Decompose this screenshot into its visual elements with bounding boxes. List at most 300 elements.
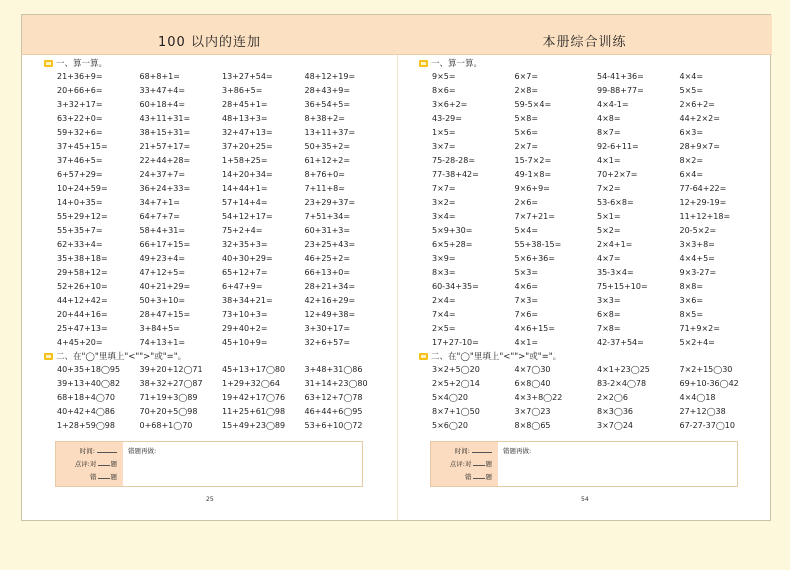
calc-row bbox=[57, 238, 387, 252]
calc-problem: 8×5= bbox=[679, 310, 704, 319]
flag-icon bbox=[419, 353, 428, 360]
left-page-number: 25 bbox=[206, 496, 214, 503]
calc-row bbox=[432, 126, 762, 140]
calc-problem: 8×2= bbox=[679, 156, 704, 165]
flag-icon bbox=[44, 60, 53, 67]
ti-label: 题 bbox=[485, 473, 492, 481]
calc-problem: 9×6+9= bbox=[514, 184, 550, 193]
compare-problem: 4×4◯18 bbox=[679, 393, 716, 402]
calc-problem: 7×7+21= bbox=[514, 212, 555, 221]
calc-problem: 34+7+1= bbox=[139, 198, 180, 207]
right-title-bar bbox=[397, 15, 772, 55]
calc-problem: 4×1= bbox=[597, 156, 621, 165]
calc-row bbox=[57, 168, 387, 182]
calc-problem: 11+12+18= bbox=[679, 212, 731, 221]
calc-problem: 3×9= bbox=[432, 254, 456, 263]
right-redo-area[interactable] bbox=[498, 442, 737, 486]
calc-problem: 75-28-28= bbox=[432, 156, 476, 165]
calc-problem: 52+26+10= bbox=[57, 282, 108, 291]
calc-row bbox=[432, 98, 762, 112]
calc-problem: 4×6+15= bbox=[514, 324, 555, 333]
left-page-title: 100 以内的连加 bbox=[158, 35, 261, 50]
calc-row bbox=[57, 196, 387, 210]
calc-row bbox=[432, 266, 762, 280]
redo-label: 错题再做: bbox=[128, 447, 157, 455]
calc-problem: 4×8= bbox=[597, 114, 621, 123]
compare-problem: 68+18+4◯70 bbox=[57, 393, 115, 402]
compare-problem: 63+12+7◯78 bbox=[304, 393, 363, 402]
calc-problem: 29+40+2= bbox=[222, 324, 268, 333]
calc-problem: 13+11+37= bbox=[304, 128, 356, 137]
compare-row bbox=[57, 391, 387, 405]
time-blank[interactable] bbox=[472, 446, 492, 453]
calc-row bbox=[432, 336, 762, 350]
calc-row bbox=[57, 308, 387, 322]
calc-problem: 33+47+4= bbox=[139, 86, 186, 95]
calc-row bbox=[432, 196, 762, 210]
compare-problem: 8×3◯36 bbox=[597, 407, 634, 416]
calc-problem: 60-34+35= bbox=[432, 282, 479, 291]
calc-problem: 24+37+7= bbox=[139, 170, 186, 179]
calc-problem: 6×3= bbox=[679, 128, 704, 137]
correct-blank[interactable] bbox=[473, 459, 485, 466]
compare-problem: 67-27-37◯10 bbox=[679, 421, 735, 430]
calc-problem: 3×3= bbox=[597, 296, 621, 305]
compare-problem: 39+13+40◯82 bbox=[57, 379, 121, 388]
calc-problem: 5×2= bbox=[597, 226, 621, 235]
calc-problem: 7×3= bbox=[514, 296, 539, 305]
flag-icon bbox=[419, 60, 428, 67]
compare-problem: 5×4◯20 bbox=[432, 393, 469, 402]
calc-row bbox=[57, 140, 387, 154]
calc-row bbox=[432, 182, 762, 196]
calc-row bbox=[57, 154, 387, 168]
correct-label: 点评:对 bbox=[449, 460, 472, 468]
calc-problem: 20+44+16= bbox=[57, 310, 108, 319]
calc-problem: 8×7= bbox=[597, 128, 621, 137]
compare-row bbox=[57, 405, 387, 419]
calc-problem: 2×5= bbox=[432, 324, 456, 333]
compare-row bbox=[57, 377, 387, 391]
compare-problem: 2×5+2◯14 bbox=[432, 379, 480, 388]
left-score-box bbox=[55, 441, 363, 487]
calc-row bbox=[432, 154, 762, 168]
wrong-row bbox=[431, 471, 498, 484]
calc-problem: 6×8= bbox=[597, 310, 621, 319]
calc-problem: 23+29+37= bbox=[304, 198, 356, 207]
calc-row bbox=[57, 322, 387, 336]
left-redo-area[interactable] bbox=[123, 442, 362, 486]
calc-problem: 14+44+1= bbox=[222, 184, 268, 193]
compare-problem: 3×7◯23 bbox=[514, 407, 551, 416]
calc-problem: 63+22+0= bbox=[57, 114, 103, 123]
calc-problem: 28+43+9= bbox=[304, 86, 351, 95]
compare-problem: 4×3+8◯22 bbox=[514, 393, 563, 402]
calc-problem: 4×4+5= bbox=[679, 254, 715, 263]
compare-row bbox=[432, 377, 762, 391]
time-row bbox=[431, 445, 498, 458]
calc-row bbox=[432, 84, 762, 98]
calc-problem: 3+32+17= bbox=[57, 100, 103, 109]
calc-problem: 53-6×8= bbox=[597, 198, 634, 207]
right-page bbox=[397, 15, 772, 520]
compare-problem: 5×6◯20 bbox=[432, 421, 469, 430]
calc-problem: 3×2= bbox=[432, 198, 456, 207]
compare-problem: 69+10-36◯42 bbox=[679, 379, 739, 388]
compare-row bbox=[57, 363, 387, 377]
calc-problem: 5×5= bbox=[679, 86, 704, 95]
calc-problem: 9×3-27= bbox=[679, 268, 717, 277]
calc-row bbox=[57, 84, 387, 98]
calc-problem: 5×6= bbox=[514, 128, 539, 137]
calc-problem: 59+32+6= bbox=[57, 128, 103, 137]
calc-problem: 42-37+54= bbox=[597, 338, 644, 347]
compare-problem: 71+19+3◯89 bbox=[139, 393, 198, 402]
calc-row bbox=[432, 210, 762, 224]
left-section-1-text: 一、算一算。 bbox=[56, 59, 108, 69]
calc-row bbox=[57, 182, 387, 196]
calc-row bbox=[432, 224, 762, 238]
calc-problem: 3+30+17= bbox=[304, 324, 351, 333]
calc-problem: 4×1= bbox=[514, 338, 539, 347]
left-section-2-heading bbox=[44, 350, 186, 362]
calc-problem: 6×4= bbox=[679, 170, 704, 179]
calc-problem: 42+16+29= bbox=[304, 296, 356, 305]
time-label: 时间: bbox=[454, 447, 470, 455]
calc-row bbox=[432, 70, 762, 84]
wrong-blank[interactable] bbox=[473, 472, 485, 479]
left-title-bar bbox=[22, 15, 397, 55]
calc-problem: 68+8+1= bbox=[139, 72, 180, 81]
left-section-2-text: 二、在"◯"里填上"<"">"或"="。 bbox=[56, 352, 187, 362]
calc-problem: 77-38+42= bbox=[432, 170, 479, 179]
calc-problem: 2×4+1= bbox=[597, 240, 633, 249]
calc-problem: 12+29-19= bbox=[679, 198, 727, 207]
compare-problem: 53+6+10◯72 bbox=[304, 421, 363, 430]
left-calc-grid bbox=[57, 70, 387, 350]
wrong-label: 错 bbox=[465, 473, 472, 481]
calc-problem: 66+13+0= bbox=[304, 268, 351, 277]
calc-row bbox=[432, 252, 762, 266]
calc-problem: 5×1= bbox=[597, 212, 621, 221]
calc-problem: 44+2×2= bbox=[679, 114, 720, 123]
calc-row bbox=[57, 70, 387, 84]
calc-problem: 7+51+34= bbox=[304, 212, 351, 221]
right-compare-grid bbox=[432, 363, 762, 433]
ti-label: 题 bbox=[110, 473, 117, 481]
calc-problem: 4×6= bbox=[514, 282, 539, 291]
calc-problem: 60+31+3= bbox=[304, 226, 351, 235]
calc-problem: 8×3= bbox=[432, 268, 456, 277]
calc-problem: 2×4= bbox=[432, 296, 456, 305]
left-score-labels bbox=[56, 442, 123, 486]
compare-row bbox=[432, 419, 762, 433]
right-score-labels bbox=[431, 442, 498, 486]
calc-problem: 29+58+12= bbox=[57, 268, 108, 277]
calc-problem: 8×6= bbox=[432, 86, 456, 95]
calc-problem: 17+27-10= bbox=[432, 338, 479, 347]
calc-problem: 6×5+28= bbox=[432, 240, 473, 249]
calc-problem: 2×7= bbox=[514, 142, 539, 151]
calc-problem: 32+35+3= bbox=[222, 240, 268, 249]
calc-problem: 45+10+9= bbox=[222, 338, 268, 347]
calc-problem: 5×3= bbox=[514, 268, 539, 277]
calc-problem: 21+57+17= bbox=[139, 142, 191, 151]
calc-problem: 55+29+12= bbox=[57, 212, 108, 221]
calc-problem: 37+46+5= bbox=[57, 156, 103, 165]
calc-problem: 48+13+3= bbox=[222, 114, 268, 123]
calc-row bbox=[432, 112, 762, 126]
compare-problem: 1+28+59◯98 bbox=[57, 421, 115, 430]
calc-problem: 8×8= bbox=[679, 282, 704, 291]
compare-problem: 3×2+5◯20 bbox=[432, 365, 480, 374]
calc-problem: 1+58+25= bbox=[222, 156, 268, 165]
calc-row bbox=[57, 126, 387, 140]
calc-problem: 99-88+77= bbox=[597, 86, 644, 95]
calc-problem: 2×6= bbox=[514, 198, 539, 207]
calc-problem: 6+47+9= bbox=[222, 282, 263, 291]
calc-problem: 23+25+43= bbox=[304, 240, 356, 249]
calc-problem: 7×6= bbox=[514, 310, 539, 319]
left-compare-grid bbox=[57, 363, 387, 433]
calc-problem: 73+10+3= bbox=[222, 310, 268, 319]
calc-problem: 50+3+10= bbox=[139, 296, 186, 305]
calc-problem: 38+15+31= bbox=[139, 128, 191, 137]
calc-row bbox=[57, 280, 387, 294]
calc-problem: 5×6+36= bbox=[514, 254, 555, 263]
compare-problem: 7×2+15◯30 bbox=[679, 365, 733, 374]
calc-problem: 28+9×7= bbox=[679, 142, 720, 151]
calc-problem: 3×6= bbox=[679, 296, 704, 305]
correct-blank[interactable] bbox=[98, 459, 110, 466]
compare-problem: 46+44+6◯95 bbox=[304, 407, 363, 416]
calc-row bbox=[57, 266, 387, 280]
calc-problem: 3×3+8= bbox=[679, 240, 715, 249]
wrong-label: 错 bbox=[90, 473, 97, 481]
calc-problem: 54-41+36= bbox=[597, 72, 644, 81]
compare-problem: 83-2×4◯78 bbox=[597, 379, 647, 388]
ti-label: 题 bbox=[110, 460, 117, 468]
calc-problem: 44+12+42= bbox=[57, 296, 108, 305]
calc-problem: 4×7= bbox=[597, 254, 621, 263]
score-row bbox=[56, 458, 123, 471]
compare-problem: 40+42+4◯86 bbox=[57, 407, 115, 416]
calc-problem: 21+36+9= bbox=[57, 72, 103, 81]
calc-problem: 36+54+5= bbox=[304, 100, 351, 109]
calc-problem: 25+47+13= bbox=[57, 324, 108, 333]
calc-problem: 75+2+4= bbox=[222, 226, 263, 235]
calc-problem: 28+21+34= bbox=[304, 282, 356, 291]
right-section-1-text: 一、算一算。 bbox=[431, 59, 483, 69]
calc-problem: 58+4+31= bbox=[139, 226, 186, 235]
calc-problem: 37+45+15= bbox=[57, 142, 108, 151]
calc-problem: 35+38+18= bbox=[57, 254, 108, 263]
left-page bbox=[22, 15, 397, 520]
calc-problem: 49+23+4= bbox=[139, 254, 186, 263]
ti-label: 题 bbox=[485, 460, 492, 468]
calc-problem: 32+47+13= bbox=[222, 128, 273, 137]
compare-problem: 4×7◯30 bbox=[514, 365, 551, 374]
calc-problem: 59-5×4= bbox=[514, 100, 552, 109]
compare-row bbox=[57, 419, 387, 433]
calc-problem: 3×4= bbox=[432, 212, 456, 221]
wrong-blank[interactable] bbox=[98, 472, 110, 479]
compare-problem: 4×1+23◯25 bbox=[597, 365, 650, 374]
compare-problem: 0+68+1◯70 bbox=[139, 421, 193, 430]
calc-row bbox=[432, 238, 762, 252]
calc-problem: 3+86+5= bbox=[222, 86, 263, 95]
calc-row bbox=[432, 308, 762, 322]
right-section-2-text: 二、在"◯"里填上"<"">"或"="。 bbox=[431, 352, 562, 362]
calc-row bbox=[57, 294, 387, 308]
right-calc-grid bbox=[432, 70, 762, 350]
calc-problem: 54+12+17= bbox=[222, 212, 273, 221]
compare-row bbox=[432, 405, 762, 419]
compare-problem: 15+49+23◯89 bbox=[222, 421, 286, 430]
calc-problem: 71+9×2= bbox=[679, 324, 720, 333]
compare-problem: 19+42+17◯76 bbox=[222, 393, 286, 402]
right-page-title: 本册综合训练 bbox=[542, 35, 627, 50]
workbook-spread bbox=[21, 14, 771, 521]
calc-problem: 20-5×2= bbox=[679, 226, 717, 235]
calc-problem: 13+27+54= bbox=[222, 72, 273, 81]
compare-problem: 40+35+18◯95 bbox=[57, 365, 121, 374]
calc-problem: 50+35+2= bbox=[304, 142, 351, 151]
right-page-number: 54 bbox=[581, 496, 589, 503]
calc-problem: 7×2= bbox=[597, 184, 621, 193]
calc-problem: 22+44+28= bbox=[139, 156, 191, 165]
compare-problem: 45+13+17◯80 bbox=[222, 365, 286, 374]
calc-problem: 35-3×4= bbox=[597, 268, 634, 277]
calc-problem: 5×2+4= bbox=[679, 338, 715, 347]
calc-problem: 37+20+25= bbox=[222, 142, 273, 151]
compare-problem: 2×2◯6 bbox=[597, 393, 628, 402]
calc-problem: 8+38+2= bbox=[304, 114, 345, 123]
calc-problem: 32+6+57= bbox=[304, 338, 351, 347]
calc-problem: 48+12+19= bbox=[304, 72, 356, 81]
calc-problem: 36+24+33= bbox=[139, 184, 191, 193]
calc-row bbox=[57, 336, 387, 350]
calc-problem: 75+15+10= bbox=[597, 282, 648, 291]
calc-problem: 3+84+5= bbox=[139, 324, 180, 333]
calc-problem: 7×8= bbox=[597, 324, 621, 333]
calc-problem: 46+25+2= bbox=[304, 254, 351, 263]
calc-problem: 65+12+7= bbox=[222, 268, 268, 277]
compare-row bbox=[432, 391, 762, 405]
calc-problem: 40+21+29= bbox=[139, 282, 191, 291]
calc-problem: 70+2×7= bbox=[597, 170, 638, 179]
calc-problem: 5×8= bbox=[514, 114, 539, 123]
calc-problem: 62+33+4= bbox=[57, 240, 103, 249]
compare-problem: 11+25+61◯98 bbox=[222, 407, 286, 416]
calc-problem: 14+20+34= bbox=[222, 170, 273, 179]
calc-problem: 12+49+38= bbox=[304, 310, 356, 319]
calc-problem: 7×4= bbox=[432, 310, 456, 319]
calc-row bbox=[57, 210, 387, 224]
left-section-1-heading bbox=[44, 57, 107, 69]
calc-problem: 92-6+11= bbox=[597, 142, 639, 151]
calc-problem: 77-64+22= bbox=[679, 184, 727, 193]
compare-problem: 31+14+23◯80 bbox=[304, 379, 368, 388]
time-blank[interactable] bbox=[97, 446, 117, 453]
calc-problem: 40+30+29= bbox=[222, 254, 273, 263]
calc-problem: 47+12+5= bbox=[139, 268, 186, 277]
calc-row bbox=[57, 252, 387, 266]
calc-row bbox=[57, 98, 387, 112]
calc-problem: 9×5= bbox=[432, 72, 456, 81]
compare-problem: 39+20+12◯71 bbox=[139, 365, 203, 374]
calc-problem: 61+12+2= bbox=[304, 156, 351, 165]
compare-problem: 70+20+5◯98 bbox=[139, 407, 198, 416]
calc-problem: 28+47+15= bbox=[139, 310, 191, 319]
calc-problem: 6+57+29= bbox=[57, 170, 103, 179]
calc-problem: 60+18+4= bbox=[139, 100, 186, 109]
calc-problem: 14+0+35= bbox=[57, 198, 103, 207]
calc-problem: 1×5= bbox=[432, 128, 456, 137]
calc-problem: 43-29= bbox=[432, 114, 462, 123]
calc-problem: 4×4-1= bbox=[597, 100, 629, 109]
calc-problem: 66+17+15= bbox=[139, 240, 191, 249]
time-label: 时间: bbox=[79, 447, 95, 455]
calc-row bbox=[432, 322, 762, 336]
calc-problem: 55+35+7= bbox=[57, 226, 103, 235]
calc-row bbox=[432, 294, 762, 308]
redo-label: 错题再做: bbox=[503, 447, 532, 455]
calc-problem: 38+34+21= bbox=[222, 296, 273, 305]
calc-problem: 7+11+8= bbox=[304, 184, 345, 193]
calc-problem: 64+7+7= bbox=[139, 212, 180, 221]
calc-problem: 8+76+0= bbox=[304, 170, 345, 179]
calc-row bbox=[432, 140, 762, 154]
calc-problem: 4+45+20= bbox=[57, 338, 103, 347]
compare-problem: 8×7+1◯50 bbox=[432, 407, 480, 416]
time-row bbox=[56, 445, 123, 458]
wrong-row bbox=[56, 471, 123, 484]
calc-problem: 3×6+2= bbox=[432, 100, 468, 109]
compare-problem: 38+32+27◯87 bbox=[139, 379, 203, 388]
calc-problem: 6×7= bbox=[514, 72, 539, 81]
calc-row bbox=[432, 168, 762, 182]
calc-row bbox=[57, 112, 387, 126]
calc-problem: 2×6+2= bbox=[679, 100, 715, 109]
calc-problem: 5×9+30= bbox=[432, 226, 473, 235]
calc-problem: 43+11+31= bbox=[139, 114, 191, 123]
compare-problem: 3×7◯24 bbox=[597, 421, 634, 430]
score-row bbox=[431, 458, 498, 471]
calc-problem: 28+45+1= bbox=[222, 100, 268, 109]
right-section-1-heading bbox=[419, 57, 482, 69]
calc-problem: 3×7= bbox=[432, 142, 456, 151]
compare-problem: 27+12◯38 bbox=[679, 407, 726, 416]
calc-problem: 55+38-15= bbox=[514, 240, 562, 249]
calc-row bbox=[57, 224, 387, 238]
calc-problem: 74+13+1= bbox=[139, 338, 186, 347]
calc-problem: 2×8= bbox=[514, 86, 539, 95]
calc-problem: 7×7= bbox=[432, 184, 456, 193]
correct-label: 点评:对 bbox=[74, 460, 97, 468]
calc-row bbox=[432, 280, 762, 294]
compare-problem: 6×8◯40 bbox=[514, 379, 551, 388]
right-score-box bbox=[430, 441, 738, 487]
calc-problem: 49-1×8= bbox=[514, 170, 552, 179]
right-section-2-heading bbox=[419, 350, 561, 362]
calc-problem: 15-7×2= bbox=[514, 156, 552, 165]
calc-problem: 10+24+59= bbox=[57, 184, 108, 193]
calc-problem: 20+66+6= bbox=[57, 86, 103, 95]
calc-problem: 57+14+4= bbox=[222, 198, 268, 207]
compare-problem: 3+48+31◯86 bbox=[304, 365, 363, 374]
calc-problem: 5×4= bbox=[514, 226, 539, 235]
